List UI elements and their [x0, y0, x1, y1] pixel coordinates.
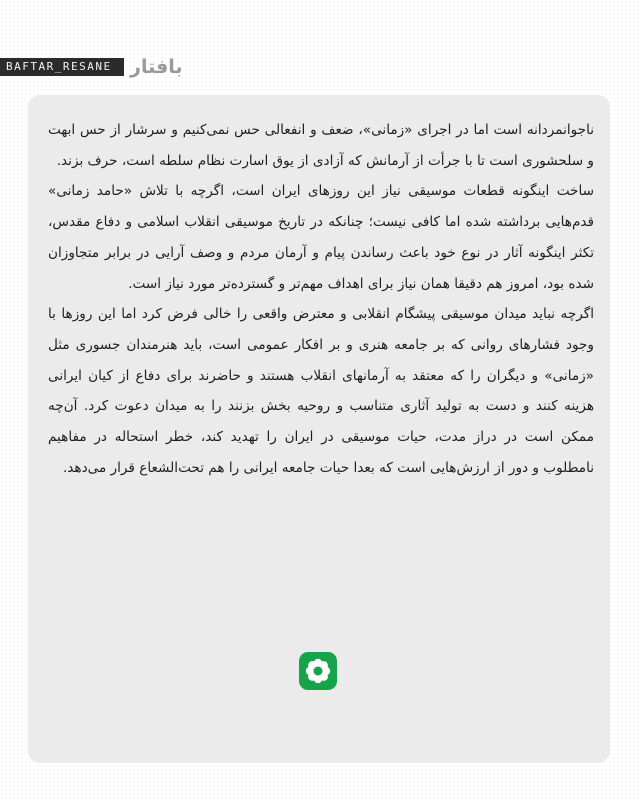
paragraph-1: ناجوانمردانه است اما در اجرای «زمانی»، ضعف و انفعالی حس نمی‌کنیم و سرشار از حس ابهت و سلحشوری است تا با جرأت از آرمانش که آزادی از یوق اسارت نظام سلطه است، حرف بزند.: [48, 122, 594, 169]
article-card: [28, 95, 610, 763]
branding-bar: [0, 58, 640, 76]
paragraph-3: اگرچه نباید میدان موسیقی پیشگام انقلابی و معترض واقعی را خالی فرض کرد اما این روزها با وجود فشارهای روانی که بر جامعه هنری و بر افکار عمومی است، باید هنرمندان جسوری مثل «زمانی» و دیگران را که معتقد به آرمانهای انقلاب هستند و حاضرند برای دفاع از کیان ایرانی هزینه کنند و دست به تولید آثاری متناسب و روحیه بخش بزنند را به میدان دعوت کرد. آن‌چه ممکن است در دراز مدت، حیات موسیقی در ایران را تهدید کند، خطر استحاله در مفاهیم نامطلوب و دور از ارزش‌هایی است که بعدا حیات جامعه ایرانی را هم تحت‌الشعاع قرار می‌دهد.: [48, 306, 594, 476]
paragraph-2: ساخت اینگونه قطعات موسیقی نیاز این روزهای ایران است، اگرچه با تلاش «حامد زمانی» قدم‌هایی برداشته شده اما کافی نیست؛ چنانکه در تاریخ موسیقی انقلاب اسلامی و دفاع مقدس، تکثر اینگونه آثار در نوع خود باعث رساندن پیام و آرمان مردم و وصف آرایی در برابر متجاوزان شده بود، امروز هم دقیقا همان نیاز برای اهداف مهم‌تر و گسترده‌تر مورد نیاز است.: [48, 183, 594, 292]
article-body: [48, 115, 594, 483]
brand-logo: بافتار: [130, 56, 183, 78]
flower-icon: [299, 652, 337, 690]
channel-handle: BAFTAR_RESANE: [0, 58, 124, 76]
